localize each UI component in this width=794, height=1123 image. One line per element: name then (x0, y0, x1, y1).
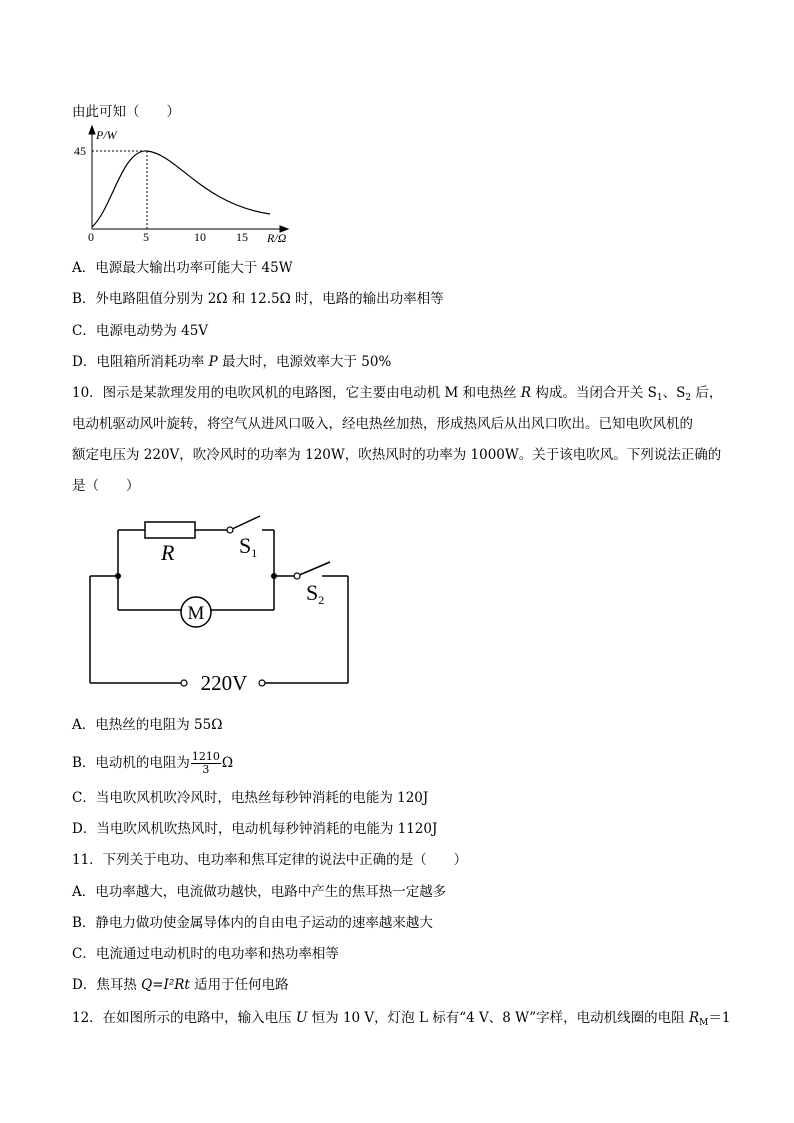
q11-option-b: B．静电力做功使金属导体内的自由电子运动的速率越来越大 (72, 915, 433, 931)
switch-s1-label: S1 (239, 533, 258, 560)
x-axis-label: R/Ω (267, 231, 287, 245)
q10-option-c: C．当电吹风机吹冷风时，电热丝每秒钟消耗的电能为 120J (72, 790, 429, 806)
fraction: $\frac{1210}{3}$ (191, 750, 220, 776)
resistor-label: R (161, 540, 175, 565)
q10-stem-line2: 电动机驱动风叶旋转，将空气从进风口吸入，经电热丝加热，形成热风后从出风口吹出。已知电吹风机的 (72, 416, 693, 432)
q10-option-d: D．当电吹风机吹热风时，电动机每秒钟消耗的电能为 1120J (72, 821, 438, 837)
q11-option-d: D．焦耳热 Q=I²Rt 适用于任何电路 (72, 977, 289, 993)
x-tick-0: 0 (88, 230, 94, 244)
q10-option-b: B．电动机的电阻为 $\frac{1210}{3}$ Ω (72, 750, 234, 776)
y-tick-45: 45 (74, 144, 86, 158)
switch-s1-blade (230, 516, 260, 530)
switch-s2-pivot (294, 573, 300, 579)
q9-option-a: A．电源最大输出功率可能大于 45W (72, 260, 293, 276)
q10-option-a: A．电热丝的电阻为 55Ω (72, 717, 223, 733)
q12-stem: 12．在如图所示的电路中，输入电压 U 恒为 10 V，灯泡 L 标有“4 V、8 W”字样，电动机线圈的电阻 $R_M=1$ (72, 1010, 731, 1028)
x-tick-5: 5 (143, 230, 149, 244)
switch-s2-blade (297, 562, 330, 576)
q10-stem-line1: 10．图示是某款理发用的电吹风机的电路图，它主要由电动机 M 和电热丝 R 构成。当闭合开关 $S_1$、$S_2$ 后， (72, 385, 723, 403)
q11-option-c: C．电流通过电动机时的电功率和热功率相等 (72, 946, 339, 962)
q11-option-a: A．电功率越大，电流做功越快，电路中产生的焦耳热一定越多 (72, 884, 447, 900)
switch-s1-pivot (227, 527, 233, 533)
x-tick-15: 15 (236, 230, 248, 244)
terminal-left (181, 680, 187, 686)
switch-s2-label: S2 (306, 580, 325, 607)
q9-option-b: B．外电路阻值分别为 2Ω 和 12.5Ω 时，电路的输出功率相等 (72, 291, 444, 307)
x-tick-10: 10 (194, 230, 206, 244)
lead-line: 由此可知（ ） (72, 104, 180, 120)
resistor-r (145, 522, 195, 538)
terminal-right (259, 680, 265, 686)
q10-stem-line4: 是（ ） (72, 478, 140, 494)
q11-stem: 11．下列关于电功、电功率和焦耳定律的说法中正确的是（ ） (72, 852, 468, 868)
voltage-label: 220V (200, 671, 248, 695)
y-axis-label: P/W (96, 128, 117, 142)
junction-right (271, 573, 277, 579)
junction-left (115, 573, 121, 579)
motor-label: M (187, 603, 205, 624)
q9-option-c: C．电源电动势为 45V (72, 323, 209, 339)
q9-option-d: D．电阻箱所消耗功率 P 最大时，电源效率大于 50% (72, 354, 392, 370)
q10-stem-line3: 额定电压为 220V，吹冷风时的功率为 120W，吹热风时的功率为 1000W。关于该电吹风。下列说法正确的 (72, 447, 722, 463)
